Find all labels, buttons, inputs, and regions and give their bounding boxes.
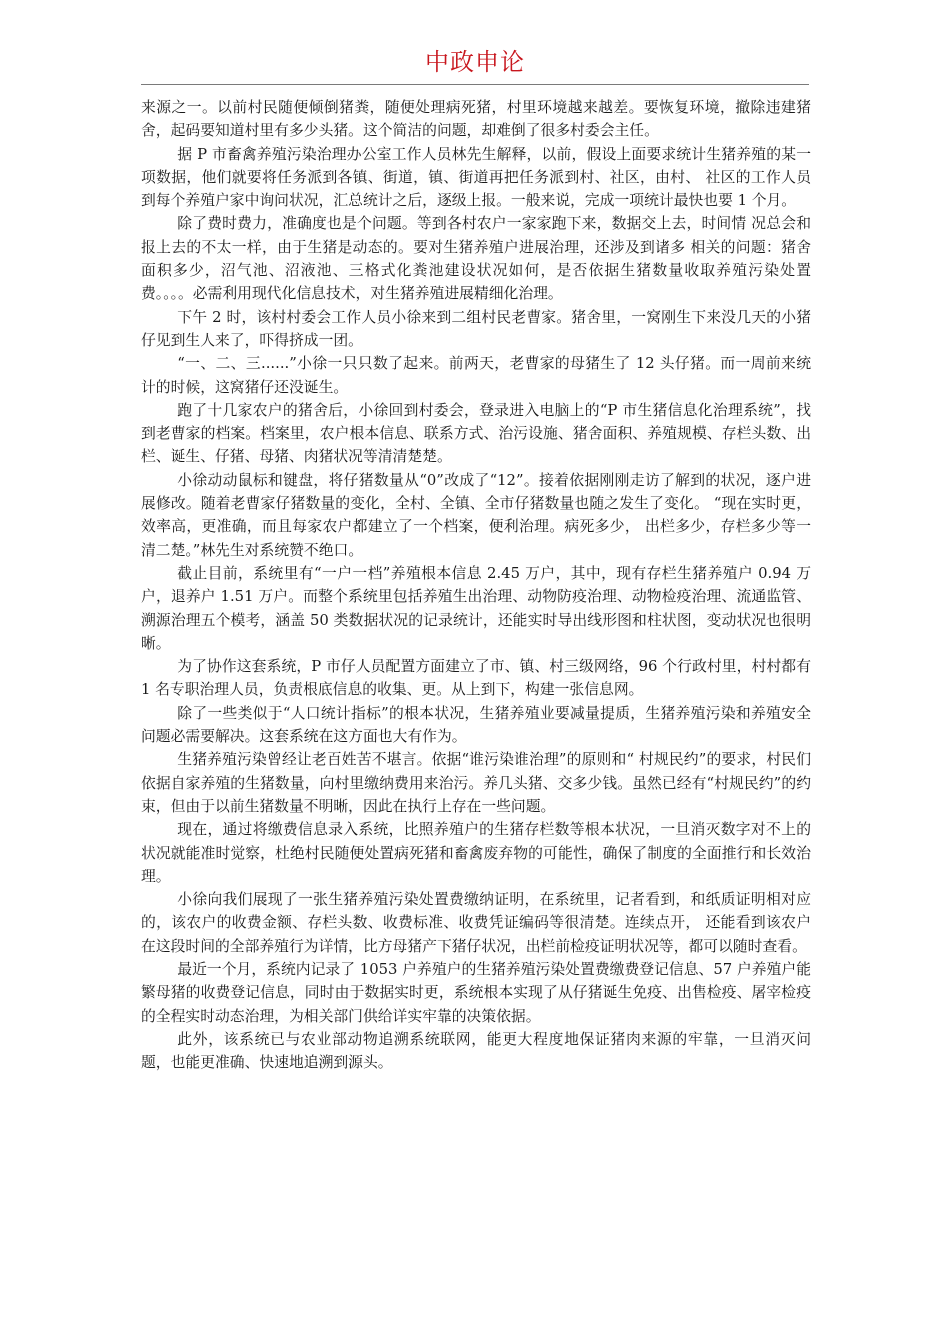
paragraph: 跑了十几家农户的猪舍后，小徐回到村委会，登录进入电脑上的“P 市生猪信息化治理系统”，找到老曹家的档案。档案里，农户根本信息、联系方式、治污设施、猪舍面积、养殖规模、存栏头数、出栏、诞生、仔猪、母猪、肉猪状况等清清楚楚。 [141,401,811,466]
paragraph: 最近一个月，系统内记录了 1053 户养殖户的生猪养殖污染处置费缴费登记信息、57 户养殖户能繁母猪的收费登记信息，同时由于数据实时更，系统根本实现了从仔猪诞生免疫、出售检疫、屠宰检疫的全程实时动态治理，为相关部门供给详实牢靠的决策依据。 [141,960,811,1025]
header-divider [141,84,809,85]
paragraph: “一、二、三......”小徐一只只数了起来。前两天，老曹家的母猪生了 12 头仔猪。而一周前来统计的时候，这窝猪仔还没诞生。 [141,355,811,396]
document-body [141,96,811,1074]
paragraph: 截止目前，系统里有“一户一档”养殖根本信息 2.45 万户，其中，现有存栏生猪养殖户 0.94 万户，退养户 1.51 万户。而整个系统里包括养殖生出治理、动物防疫治理、动物检疫治理、流通监管、溯源治理五个模考，涵盖 50 类数据状况的记录统计，还能实时导出线形图和柱状图，变动状况也很明晰。 [141,564,811,652]
paragraph: 据 P 市畜禽养殖污染治理办公室工作人员林先生解释，以前，假设上面要求统计生猪养殖的某一项数据，他们就要将任务派到各镇、街道，镇、街道再把任务派到村、社区，由村、 社区的工作人员到每个养殖户家中询问状况，汇总统计之后，逐级上报。一般来说，完成一项统计最快也要 1 个月。 [141,145,811,210]
paragraph: 除了一些类似于“人口统计指标”的根本状况，生猪养殖业要减量提质，生猪养殖污染和养殖安全问题必需要解决。这套系统在这方面也大有作为。 [141,704,811,746]
paragraph: 小徐向我们展现了一张生猪养殖污染处置费缴纳证明，在系统里，记者看到，和纸质证明相对应的，该农户的收费金额、存栏头数、收费标准、收费凭证编码等很清楚。连续点开， 还能看到该农户在这段时间的全部养殖行为详情，比方母猪产下猪仔状况，出栏前检疫证明状况等，都可以随时查看。 [141,891,811,955]
paragraph: 生猪养殖污染曾经让老百姓苦不堪言。依据“谁污染谁治理”的原则和“ 村规民约”的要求，村民们依据自家养殖的生猪数量，向村里缴纳费用来治污。养几头猪、交多少钱。虽然已经有“村规民约”的约束，但由于以前生猪数量不明晰，因此在执行上存在一些问题。 [141,751,811,815]
header-title: 中政申论 [425,48,525,76]
paragraph: 此外，该系统已与农业部动物追溯系统联网，能更大程度地保证猪肉来源的牢靠，一旦消灭问题，也能更准确、快速地追溯到源头。 [141,1030,811,1072]
paragraph: 现在，通过将缴费信息录入系统，比照养殖户的生猪存栏数等根本状况，一旦消灭数字对不上的状况就能准时觉察，杜绝村民随便处置病死猪和畜禽废弃物的可能性，确保了制度的全面推行和长效治理。 [141,821,811,885]
paragraph: 除了费时费力，准确度也是个问题。等到各村农户一家家跑下来，数据交上去，时间情 况总会和报上去的不太一样，由于生猪是动态的。要对生猪养殖户进展治理，还涉及到诸多 相关的问题：猪舍面积多少，沼气池、沼液池、三格式化粪池建设状况如何，是否依据生猪数量收取养殖污染处置费。。。。必需利用现代化信息技术，对生猪养殖进展精细化治理。 [141,215,811,303]
paragraph: 为了协作这套系统，P 市仔人员配置方面建立了市、镇、村三级网络，96 个行政村里，村村都有 1 名专职治理人员，负责根底信息的收集、更。从上到下，构建一张信息网。 [141,658,811,699]
paragraph: 下午 2 时，该村村委会工作人员小徐来到二组村民老曹家。猪舍里，一窝刚生下来没几天的小猪仔见到生人来了，吓得挤成一团。 [141,308,811,349]
paragraph: 来源之一。以前村民随便倾倒猪粪，随便处理病死猪，村里环境越来越差。要恢复环境，撤除违建猪舍，起码要知道村里有多少头猪。这个简洁的问题，却难倒了很多村委会主任。 [141,99,811,140]
paragraph: 小徐动动鼠标和键盘，将仔猪数量从“0”改成了“12”。接着依据刚刚走访了解到的状况，逐户进展修改。随着老曹家仔猪数量的变化，全村、全镇、全市仔猪数量也随之发生了变化。 “现在实时更，效率高，更准确，而且每家农户都建立了一个档案，便利治理。病死多少， 出栏多少，存栏多少等一清二楚。”林先生对系统赞不绝口。 [141,471,811,559]
